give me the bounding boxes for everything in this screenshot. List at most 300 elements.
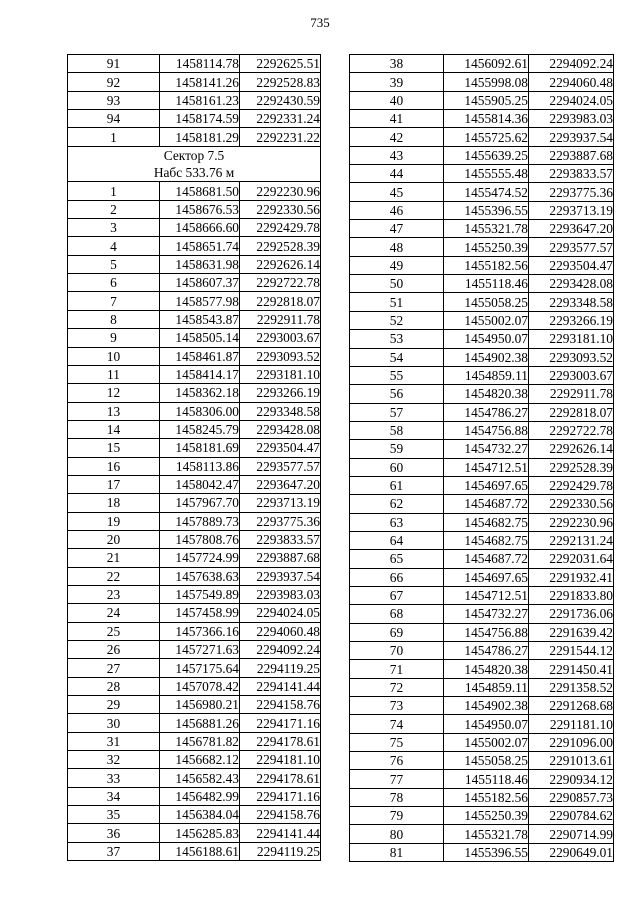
- point-number: 36: [68, 824, 160, 842]
- y-coordinate: 2292429.78: [529, 476, 614, 494]
- table-row: [68, 512, 321, 530]
- x-coordinate: 1454732.27: [444, 440, 529, 458]
- x-coordinate: 1455814.36: [444, 110, 529, 128]
- point-number: 92: [68, 73, 160, 91]
- y-coordinate: 2292911.78: [240, 310, 321, 328]
- point-number: 22: [68, 567, 160, 585]
- table-row: [68, 549, 321, 567]
- y-coordinate: 2294060.48: [240, 622, 321, 640]
- point-number: 44: [350, 165, 444, 183]
- point-number: 79: [350, 807, 444, 825]
- table-row: [68, 696, 321, 714]
- table-row: [350, 403, 614, 421]
- table-row: [350, 110, 614, 128]
- table-row: [68, 585, 321, 603]
- x-coordinate: 1454697.65: [444, 476, 529, 494]
- x-coordinate: 1455002.07: [444, 311, 529, 329]
- right-table-rows: [350, 55, 614, 862]
- table-row: [68, 769, 321, 787]
- x-coordinate: 1458651.74: [160, 237, 240, 255]
- point-number: 62: [350, 495, 444, 513]
- y-coordinate: 2293713.19: [240, 494, 321, 512]
- y-coordinate: 2293887.68: [529, 146, 614, 164]
- x-coordinate: 1458245.79: [160, 420, 240, 438]
- table-row: [68, 787, 321, 805]
- y-coordinate: 2290714.99: [529, 825, 614, 843]
- table-row: [350, 330, 614, 348]
- y-coordinate: 2292528.39: [529, 458, 614, 476]
- y-coordinate: 2292911.78: [529, 385, 614, 403]
- point-number: 16: [68, 457, 160, 475]
- y-coordinate: 2293713.19: [529, 201, 614, 219]
- table-row: [68, 200, 321, 218]
- table-row: [350, 91, 614, 109]
- y-coordinate: 2294158.76: [240, 806, 321, 824]
- point-number: 37: [68, 842, 160, 860]
- point-number: 26: [68, 641, 160, 659]
- x-coordinate: 1454950.07: [444, 330, 529, 348]
- x-coordinate: 1457549.89: [160, 585, 240, 603]
- point-number: 50: [350, 275, 444, 293]
- x-coordinate: 1458141.26: [160, 73, 240, 91]
- y-coordinate: 2293093.52: [529, 348, 614, 366]
- y-coordinate: 2293504.47: [240, 439, 321, 457]
- y-coordinate: 2292330.56: [529, 495, 614, 513]
- x-coordinate: 1457271.63: [160, 641, 240, 659]
- x-coordinate: 1457366.16: [160, 622, 240, 640]
- y-coordinate: 2294024.05: [529, 91, 614, 109]
- point-number: 78: [350, 788, 444, 806]
- point-number: 67: [350, 586, 444, 604]
- table-row: [68, 274, 321, 292]
- table-row: [350, 128, 614, 146]
- x-coordinate: 1457724.99: [160, 549, 240, 567]
- x-coordinate: 1458042.47: [160, 475, 240, 493]
- x-coordinate: 1454786.27: [444, 403, 529, 421]
- table-row: [350, 843, 614, 861]
- y-coordinate: 2293266.19: [240, 384, 321, 402]
- table-row: [350, 311, 614, 329]
- table-row: [350, 495, 614, 513]
- point-number: 54: [350, 348, 444, 366]
- table-row: [68, 494, 321, 512]
- y-coordinate: 2294181.10: [240, 751, 321, 769]
- table-row: [68, 347, 321, 365]
- x-coordinate: 1455474.52: [444, 183, 529, 201]
- table-row: [350, 715, 614, 733]
- table-row: [350, 275, 614, 293]
- table-row: [68, 842, 321, 860]
- point-number: 3: [68, 219, 160, 237]
- point-number: 73: [350, 697, 444, 715]
- table-row: [350, 586, 614, 604]
- point-number: 61: [350, 476, 444, 494]
- section-header: [68, 146, 321, 182]
- table-row: [68, 439, 321, 457]
- right-coordinates-table: [349, 54, 614, 862]
- y-coordinate: 2294171.16: [240, 714, 321, 732]
- x-coordinate: 1454712.51: [444, 586, 529, 604]
- y-coordinate: 2291736.06: [529, 605, 614, 623]
- point-number: 34: [68, 787, 160, 805]
- y-coordinate: 2291358.52: [529, 678, 614, 696]
- x-coordinate: 1456682.12: [160, 751, 240, 769]
- y-coordinate: 2292331.24: [240, 110, 321, 128]
- y-coordinate: 2294092.24: [529, 55, 614, 73]
- point-number: 47: [350, 220, 444, 238]
- table-row: [350, 440, 614, 458]
- point-number: 76: [350, 752, 444, 770]
- y-coordinate: 2293093.52: [240, 347, 321, 365]
- table-row: [68, 55, 321, 73]
- y-coordinate: 2293504.47: [529, 256, 614, 274]
- y-coordinate: 2292330.56: [240, 200, 321, 218]
- table-row: [68, 420, 321, 438]
- table-row: [350, 55, 614, 73]
- point-number: 1: [68, 128, 160, 146]
- table-row: [68, 604, 321, 622]
- left-table-rows-after-section: [68, 182, 321, 861]
- x-coordinate: 1456384.04: [160, 806, 240, 824]
- point-number: 52: [350, 311, 444, 329]
- point-number: 41: [350, 110, 444, 128]
- left-table-rows-before-section: [68, 55, 321, 147]
- table-row: [350, 201, 614, 219]
- point-number: 60: [350, 458, 444, 476]
- table-row: [68, 641, 321, 659]
- point-number: 63: [350, 513, 444, 531]
- y-coordinate: 2293428.08: [240, 420, 321, 438]
- y-coordinate: 2291013.61: [529, 752, 614, 770]
- table-row: [68, 329, 321, 347]
- table-row: [350, 458, 614, 476]
- x-coordinate: 1454682.75: [444, 531, 529, 549]
- x-coordinate: 1455182.56: [444, 788, 529, 806]
- x-coordinate: 1458161.23: [160, 91, 240, 109]
- x-coordinate: 1458461.87: [160, 347, 240, 365]
- x-coordinate: 1457808.76: [160, 530, 240, 548]
- point-number: 13: [68, 402, 160, 420]
- x-coordinate: 1455396.55: [444, 843, 529, 861]
- x-coordinate: 1457078.42: [160, 677, 240, 695]
- table-row: [68, 402, 321, 420]
- x-coordinate: 1458631.98: [160, 255, 240, 273]
- point-number: 2: [68, 200, 160, 218]
- x-coordinate: 1458114.78: [160, 55, 240, 73]
- point-number: 17: [68, 475, 160, 493]
- y-coordinate: 2292230.96: [240, 182, 321, 200]
- x-coordinate: 1458362.18: [160, 384, 240, 402]
- table-row: [350, 146, 614, 164]
- table-row: [68, 677, 321, 695]
- point-number: 49: [350, 256, 444, 274]
- point-number: 29: [68, 696, 160, 714]
- point-number: 64: [350, 531, 444, 549]
- point-number: 58: [350, 421, 444, 439]
- point-number: 23: [68, 585, 160, 603]
- table-row: [350, 605, 614, 623]
- point-number: 74: [350, 715, 444, 733]
- point-number: 4: [68, 237, 160, 255]
- section-subtitle-row: [68, 164, 321, 182]
- y-coordinate: 2293647.20: [529, 220, 614, 238]
- y-coordinate: 2294141.44: [240, 824, 321, 842]
- point-number: 28: [68, 677, 160, 695]
- x-coordinate: 1456188.61: [160, 842, 240, 860]
- y-coordinate: 2292626.14: [240, 255, 321, 273]
- x-coordinate: 1457638.63: [160, 567, 240, 585]
- table-row: [350, 697, 614, 715]
- x-coordinate: 1455639.25: [444, 146, 529, 164]
- x-coordinate: 1454756.88: [444, 421, 529, 439]
- y-coordinate: 2291639.42: [529, 623, 614, 641]
- point-number: 10: [68, 347, 160, 365]
- y-coordinate: 2294178.61: [240, 769, 321, 787]
- table-row: [350, 421, 614, 439]
- x-coordinate: 1454902.38: [444, 348, 529, 366]
- point-number: 40: [350, 91, 444, 109]
- table-row: [350, 256, 614, 274]
- table-row: [68, 310, 321, 328]
- x-coordinate: 1454950.07: [444, 715, 529, 733]
- x-coordinate: 1458505.14: [160, 329, 240, 347]
- y-coordinate: 2294119.25: [240, 659, 321, 677]
- x-coordinate: 1458607.37: [160, 274, 240, 292]
- y-coordinate: 2293577.57: [529, 238, 614, 256]
- x-coordinate: 1458306.00: [160, 402, 240, 420]
- point-number: 48: [350, 238, 444, 256]
- table-row: [68, 110, 321, 128]
- x-coordinate: 1458414.17: [160, 365, 240, 383]
- point-number: 35: [68, 806, 160, 824]
- point-number: 19: [68, 512, 160, 530]
- y-coordinate: 2292430.59: [240, 91, 321, 109]
- y-coordinate: 2294171.16: [240, 787, 321, 805]
- point-number: 75: [350, 733, 444, 751]
- point-number: 56: [350, 385, 444, 403]
- y-coordinate: 2294178.61: [240, 732, 321, 750]
- point-number: 68: [350, 605, 444, 623]
- table-row: [350, 660, 614, 678]
- point-number: 45: [350, 183, 444, 201]
- y-coordinate: 2293181.10: [240, 365, 321, 383]
- point-number: 59: [350, 440, 444, 458]
- y-coordinate: 2292429.78: [240, 219, 321, 237]
- point-number: 7: [68, 292, 160, 310]
- point-number: 46: [350, 201, 444, 219]
- point-number: 11: [68, 365, 160, 383]
- y-coordinate: 2291096.00: [529, 733, 614, 751]
- table-row: [68, 128, 321, 146]
- x-coordinate: 1455250.39: [444, 238, 529, 256]
- x-coordinate: 1455725.62: [444, 128, 529, 146]
- y-coordinate: 2293003.67: [240, 329, 321, 347]
- y-coordinate: 2293775.36: [240, 512, 321, 530]
- x-coordinate: 1454820.38: [444, 385, 529, 403]
- table-row: [350, 807, 614, 825]
- point-number: 72: [350, 678, 444, 696]
- x-coordinate: 1454820.38: [444, 660, 529, 678]
- table-row: [350, 770, 614, 788]
- y-coordinate: 2293348.58: [240, 402, 321, 420]
- point-number: 57: [350, 403, 444, 421]
- table-row: [350, 568, 614, 586]
- x-coordinate: 1455058.25: [444, 293, 529, 311]
- y-coordinate: 2291833.80: [529, 586, 614, 604]
- table-row: [68, 732, 321, 750]
- section-title-row: [68, 146, 321, 164]
- table-row: [68, 714, 321, 732]
- table-row: [68, 255, 321, 273]
- table-row: [68, 365, 321, 383]
- x-coordinate: 1454697.65: [444, 568, 529, 586]
- section-subtitle: Набс 533.76 м: [68, 164, 321, 182]
- x-coordinate: 1454732.27: [444, 605, 529, 623]
- table-row: [350, 752, 614, 770]
- x-coordinate: 1455396.55: [444, 201, 529, 219]
- x-coordinate: 1458181.69: [160, 439, 240, 457]
- x-coordinate: 1457967.70: [160, 494, 240, 512]
- x-coordinate: 1454687.72: [444, 550, 529, 568]
- point-number: 30: [68, 714, 160, 732]
- x-coordinate: 1454786.27: [444, 642, 529, 660]
- table-row: [350, 348, 614, 366]
- y-coordinate: 2291268.68: [529, 697, 614, 715]
- table-row: [68, 219, 321, 237]
- table-row: [350, 165, 614, 183]
- y-coordinate: 2293833.57: [240, 530, 321, 548]
- y-coordinate: 2293833.57: [529, 165, 614, 183]
- x-coordinate: 1458666.60: [160, 219, 240, 237]
- table-row: [350, 678, 614, 696]
- x-coordinate: 1458174.59: [160, 110, 240, 128]
- x-coordinate: 1454712.51: [444, 458, 529, 476]
- point-number: 15: [68, 439, 160, 457]
- table-row: [350, 220, 614, 238]
- y-coordinate: 2293577.57: [240, 457, 321, 475]
- x-coordinate: 1455058.25: [444, 752, 529, 770]
- table-row: [68, 182, 321, 200]
- point-number: 91: [68, 55, 160, 73]
- x-coordinate: 1455250.39: [444, 807, 529, 825]
- point-number: 53: [350, 330, 444, 348]
- y-coordinate: 2293003.67: [529, 366, 614, 384]
- x-coordinate: 1455321.78: [444, 825, 529, 843]
- y-coordinate: 2290784.62: [529, 807, 614, 825]
- y-coordinate: 2292818.07: [240, 292, 321, 310]
- point-number: 81: [350, 843, 444, 861]
- table-row: [68, 384, 321, 402]
- y-coordinate: 2294158.76: [240, 696, 321, 714]
- x-coordinate: 1458181.29: [160, 128, 240, 146]
- table-row: [350, 238, 614, 256]
- point-number: 32: [68, 751, 160, 769]
- point-number: 24: [68, 604, 160, 622]
- table-row: [68, 530, 321, 548]
- y-coordinate: 2293983.03: [240, 585, 321, 603]
- x-coordinate: 1457458.99: [160, 604, 240, 622]
- y-coordinate: 2293647.20: [240, 475, 321, 493]
- x-coordinate: 1458681.50: [160, 182, 240, 200]
- y-coordinate: 2291932.41: [529, 568, 614, 586]
- table-row: [68, 73, 321, 91]
- table-row: [68, 622, 321, 640]
- left-coordinates-table: [67, 54, 321, 861]
- x-coordinate: 1455555.48: [444, 165, 529, 183]
- table-row: [350, 825, 614, 843]
- x-coordinate: 1455118.46: [444, 770, 529, 788]
- point-number: 69: [350, 623, 444, 641]
- point-number: 20: [68, 530, 160, 548]
- y-coordinate: 2293983.03: [529, 110, 614, 128]
- x-coordinate: 1455998.08: [444, 73, 529, 91]
- y-coordinate: 2291181.10: [529, 715, 614, 733]
- point-number: 70: [350, 642, 444, 660]
- point-number: 39: [350, 73, 444, 91]
- y-coordinate: 2293428.08: [529, 275, 614, 293]
- point-number: 55: [350, 366, 444, 384]
- point-number: 6: [68, 274, 160, 292]
- x-coordinate: 1454902.38: [444, 697, 529, 715]
- x-coordinate: 1456781.82: [160, 732, 240, 750]
- y-coordinate: 2294060.48: [529, 73, 614, 91]
- table-row: [350, 385, 614, 403]
- y-coordinate: 2294092.24: [240, 641, 321, 659]
- point-number: 71: [350, 660, 444, 678]
- table-row: [68, 457, 321, 475]
- point-number: 93: [68, 91, 160, 109]
- y-coordinate: 2292528.83: [240, 73, 321, 91]
- table-row: [350, 531, 614, 549]
- x-coordinate: 1455002.07: [444, 733, 529, 751]
- x-coordinate: 1456482.99: [160, 787, 240, 805]
- point-number: 94: [68, 110, 160, 128]
- y-coordinate: 2292722.78: [240, 274, 321, 292]
- point-number: 51: [350, 293, 444, 311]
- x-coordinate: 1457175.64: [160, 659, 240, 677]
- table-row: [350, 550, 614, 568]
- y-coordinate: 2293181.10: [529, 330, 614, 348]
- table-row: [350, 366, 614, 384]
- x-coordinate: 1456980.21: [160, 696, 240, 714]
- point-number: 1: [68, 182, 160, 200]
- y-coordinate: 2293887.68: [240, 549, 321, 567]
- y-coordinate: 2292528.39: [240, 237, 321, 255]
- x-coordinate: 1454682.75: [444, 513, 529, 531]
- x-coordinate: 1456881.26: [160, 714, 240, 732]
- y-coordinate: 2290857.73: [529, 788, 614, 806]
- x-coordinate: 1456582.43: [160, 769, 240, 787]
- point-number: 38: [350, 55, 444, 73]
- table-row: [350, 476, 614, 494]
- point-number: 33: [68, 769, 160, 787]
- x-coordinate: 1458676.53: [160, 200, 240, 218]
- x-coordinate: 1458577.98: [160, 292, 240, 310]
- point-number: 66: [350, 568, 444, 586]
- y-coordinate: 2293348.58: [529, 293, 614, 311]
- table-row: [68, 751, 321, 769]
- y-coordinate: 2292231.22: [240, 128, 321, 146]
- y-coordinate: 2294141.44: [240, 677, 321, 695]
- table-row: [350, 623, 614, 641]
- table-row: [350, 733, 614, 751]
- y-coordinate: 2292722.78: [529, 421, 614, 439]
- point-number: 42: [350, 128, 444, 146]
- y-coordinate: 2294024.05: [240, 604, 321, 622]
- table-row: [350, 183, 614, 201]
- y-coordinate: 2291544.12: [529, 642, 614, 660]
- y-coordinate: 2292625.51: [240, 55, 321, 73]
